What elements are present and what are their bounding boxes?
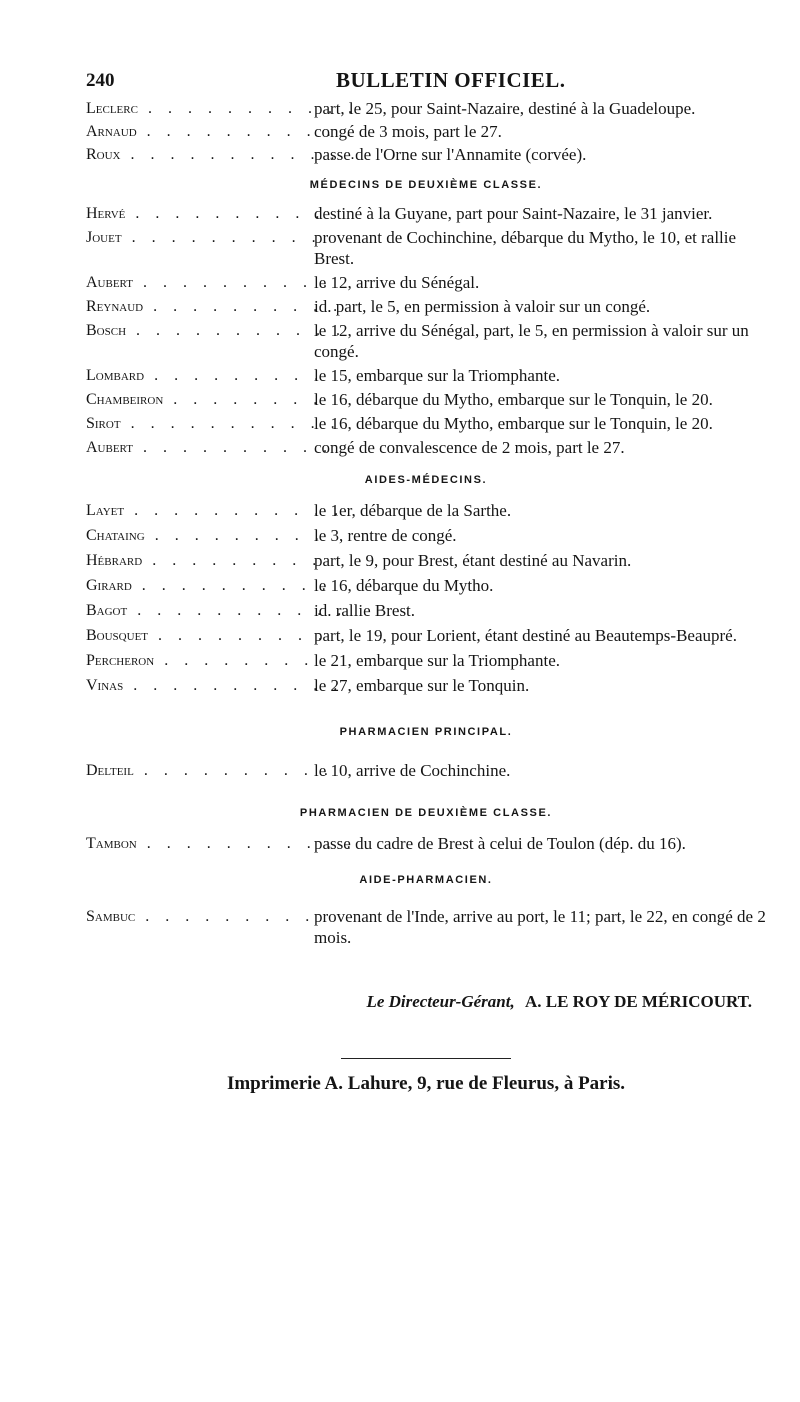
list-item: Hervé . . . . . . . . . . destiné à la Guyane, part pour Saint-Nazaire, le 31 janvier. xyxy=(86,203,766,224)
entry-name: Aubert xyxy=(86,439,133,456)
entry-text: passe de l'Orne sur l'Annamite (corvée). xyxy=(314,145,587,164)
list-item: Percheron . . . . . . . . le 21, embarque sur la Triomphante. xyxy=(86,650,766,671)
list-item: Aubert . . . . . . . . . . congé de convalescence de 2 mois, part le 27. xyxy=(86,437,766,458)
entry-text: congé de convalescence de 2 mois, part le 27. xyxy=(314,438,625,457)
signature xyxy=(86,992,766,1012)
entry-text: le 12, arrive du Sénégal. xyxy=(314,273,480,292)
entry-name: Jouet xyxy=(86,229,122,246)
section-title: PHARMACIEN DE DEUXIÈME CLASSE. xyxy=(299,807,553,819)
list-item: Layet . . . . . . . . . . . le 1er, débarque de la Sarthe. xyxy=(86,500,766,521)
list-item: Aubert . . . . . . . . . . le 12, arrive du Sénégal. xyxy=(86,272,766,293)
entry-text: congé de 3 mois, part le 27. xyxy=(314,122,502,141)
entry-name: Leclerc xyxy=(86,100,138,117)
entry-name: Reynaud xyxy=(86,298,144,315)
entry-text: le 1er, débarque de la Sarthe. xyxy=(314,501,512,520)
entry-name: Roux xyxy=(86,146,121,163)
list-item: Chambeiron . . . . . . . . le 16, débarque du Mytho, embarque sur le Tonquin, le 20. xyxy=(86,389,766,410)
entry-text: le 21, embarque sur la Triomphante. xyxy=(314,651,560,670)
entry-name: Hervé xyxy=(86,205,126,222)
list-item: Bagot . . . . . . . . . . . id. rallie Brest. xyxy=(86,600,766,621)
page-header xyxy=(86,62,766,98)
list-item: Vinas . . . . . . . . . . . le 27, embarque sur le Tonquin. xyxy=(86,675,766,696)
list-item: Hébrard . . . . . . . . . part, le 9, pour Brest, étant destiné au Navarin. xyxy=(86,550,766,571)
list-item: Delteil . . . . . . . . . . le 10, arrive de Cochinchine. xyxy=(86,760,766,781)
entry-name: Percheron xyxy=(86,652,155,669)
entry-text: le 12, arrive du Sénégal, part, le 5, en permission à valoir sur un congé. xyxy=(314,321,749,361)
entry-name: Bousquet xyxy=(86,627,149,644)
list-item: Leclerc . . . . . . . . . . . part, le 25, pour Saint-Nazaire, destiné à la Guadeloupe. xyxy=(86,98,766,119)
running-head: BULLETIN OFFICIEL. xyxy=(336,68,566,92)
section-title: AIDES-MÉDECINS. xyxy=(364,474,488,486)
entry-text: provenant de Cochinchine, débarque du Mytho, le 10, et rallie Brest. xyxy=(314,228,737,268)
imprint: Imprimerie A. Lahure, 9, rue de Fleurus, à Paris. xyxy=(226,1073,626,1094)
list-item: Tambon . . . . . . . . . . . passe du cadre de Brest à celui de Toulon (dép. du 16). xyxy=(86,833,766,854)
page-number: 240 xyxy=(86,70,115,91)
entry-name: Lombard xyxy=(86,367,145,384)
entry-name: Bosch xyxy=(86,322,127,339)
entry-name: Girard xyxy=(86,577,132,594)
section-title: PHARMACIEN PRINCIPAL. xyxy=(339,726,513,738)
entry-text: id. part, le 5, en permission à valoir sur un congé. xyxy=(314,297,651,316)
entry-text: le 3, rentre de congé. xyxy=(314,526,457,545)
list-item: Lombard . . . . . . . . . le 15, embarque sur la Triomphante. xyxy=(86,365,766,386)
entry-text: part, le 25, pour Saint-Nazaire, destiné à la Guadeloupe. xyxy=(314,99,696,118)
entry-text: part, le 19, pour Lorient, étant destiné au Beautemps-Beaupré. xyxy=(314,626,737,645)
entry-name: Tambon xyxy=(86,835,137,852)
list-item: Jouet . . . . . . . . . . provenant de Cochinchine, débarque du Mytho, le 10, et rallie Brest. xyxy=(86,227,766,269)
entry-name: Arnaud xyxy=(86,123,137,140)
entry-text: le 15, embarque sur la Triomphante. xyxy=(314,366,560,385)
entry-name: Layet xyxy=(86,502,125,519)
entry-name: Delteil xyxy=(86,762,134,779)
entry-text: le 27, embarque sur le Tonquin. xyxy=(314,676,530,695)
signature-name: A. LE ROY DE MÉRICOURT. xyxy=(524,992,752,1011)
entry-name: Chataing xyxy=(86,527,145,544)
entry-text: le 10, arrive de Cochinchine. xyxy=(314,761,511,780)
entry-text: le 16, débarque du Mytho. xyxy=(314,576,494,595)
entry-name: Hébrard xyxy=(86,552,143,569)
entry-text: id. rallie Brest. xyxy=(314,601,416,620)
list-item: Sambuc . . . . . . . . . provenant de l'Inde, arrive au port, le 11; part, le 22, en congé de 2 mois. xyxy=(86,907,766,947)
entry-text: passe du cadre de Brest à celui de Toulon (dép. du 16). xyxy=(314,834,686,853)
list-item: Chataing . . . . . . . . . le 3, rentre de congé. xyxy=(86,525,766,546)
list-item: Bousquet . . . . . . . . . part, le 19, pour Lorient, étant destiné au Beautemps-Beaupré. xyxy=(86,625,766,646)
list-item: Bosch . . . . . . . . . . . le 12, arrive du Sénégal, part, le 5, en permission à valoir sur un congé. xyxy=(86,320,766,362)
entry-text: le 16, débarque du Mytho, embarque sur le Tonquin, le 20. xyxy=(314,390,713,409)
list-item: Reynaud . . . . . . . . . . id. part, le 5, en permission à valoir sur un congé. xyxy=(86,296,766,317)
entry-name: Bagot xyxy=(86,602,128,619)
section-title: AIDE-PHARMACIEN. xyxy=(359,874,493,886)
entry-name: Chambeiron xyxy=(86,391,164,408)
list-item: Girard . . . . . . . . . . le 16, débarque du Mytho. xyxy=(86,575,766,596)
entry-text: provenant de l'Inde, arrive au port, le 11; part, le 22, en congé de 2 mois. xyxy=(314,907,766,947)
list-item: Roux . . . . . . . . . . . . passe de l'Orne sur l'Annamite (corvée). xyxy=(86,144,766,165)
entry-name: Aubert xyxy=(86,274,133,291)
document-page xyxy=(86,62,766,1382)
entry-text: part, le 9, pour Brest, étant destiné au Navarin. xyxy=(314,551,632,570)
section-title: MÉDECINS DE DEUXIÈME CLASSE. xyxy=(309,179,543,191)
signature-role: Le Directeur-Gérant, xyxy=(366,992,515,1011)
divider xyxy=(341,1058,511,1059)
entry-name: Sirot xyxy=(86,415,121,432)
list-item: Arnaud . . . . . . . . . . . congé de 3 mois, part le 27. xyxy=(86,121,766,142)
entry-text: destiné à la Guyane, part pour Saint-Nazaire, le 31 janvier. xyxy=(314,204,713,223)
list-item: Sirot . . . . . . . . . . . le 16, débarque du Mytho, embarque sur le Tonquin, le 20. xyxy=(86,413,766,434)
entry-name: Vinas xyxy=(86,677,124,694)
entry-text: le 16, débarque du Mytho, embarque sur le Tonquin, le 20. xyxy=(314,414,713,433)
entry-name: Sambuc xyxy=(86,908,136,925)
